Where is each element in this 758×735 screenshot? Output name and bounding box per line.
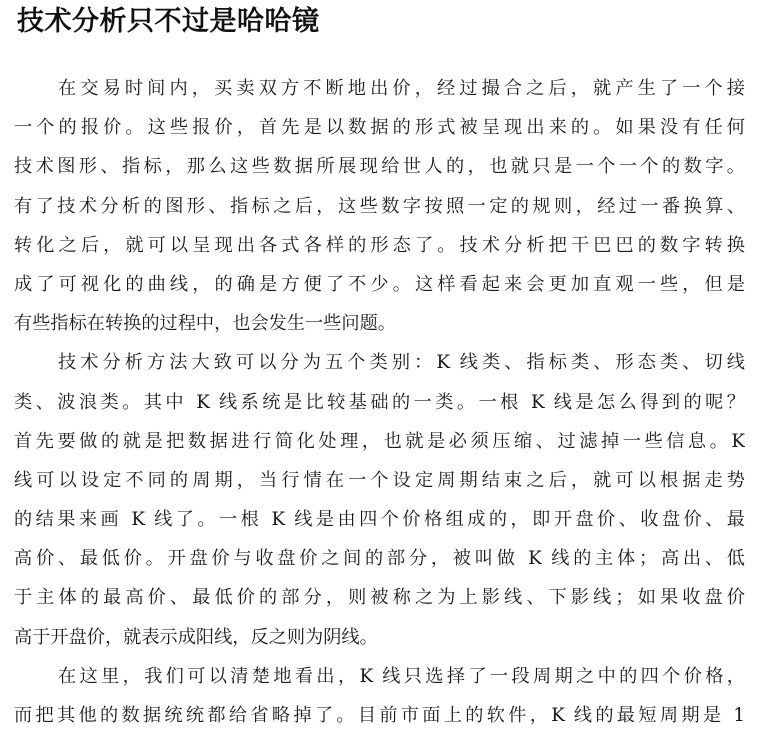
text-line: 在交易时间内，买卖双方不断地出价，经过撮合之后，就产生了一个接 (58, 78, 745, 99)
page-title: 技术分析只不过是哈哈镜 (17, 6, 320, 37)
text-line: 有些指标在转换的过程中，也会发生一些问题。 (14, 313, 396, 335)
body-text (14, 69, 745, 735)
text-line: 而把其他的数据统统都给省略掉了。目前市面上的软件，K 线的最短周期是 1 (14, 705, 745, 726)
text-line: 的结果来画 K 线了。一根 K 线是由四个价格组成的，即开盘价、收盘价、最 (14, 509, 745, 531)
text-line: 一个的报价。这些报价，首先是以数据的形式被呈现出来的。如果没有任何 (14, 117, 745, 139)
text-line: 类、波浪类。其中 K 线系统是比较基础的一类。一根 K 线是怎么得到的呢？ (14, 391, 745, 413)
text-line: 有了技术分析的图形、指标之后，这些数字按照一定的规则，经过一番换算、 (14, 195, 745, 217)
text-line: 技术分析方法大致可以分为五个类别：K 线类、指标类、形态类、切线 (58, 352, 745, 374)
text-line: 高于开盘价，就表示成阳线，反之则为阴线。 (14, 626, 378, 648)
text-line: 于主体的最高价、最低价的部分，则被称之为上影线、下影线；如果收盘价 (14, 587, 745, 609)
text-line: 在这里，我们可以清楚地看出，K 线只选择了一段周期之中的四个价格， (58, 665, 745, 687)
text-line: 转化之后，就可以呈现出各式各样的形态了。技术分析把干巴巴的数字转换 (14, 234, 745, 256)
text-line: 首先要做的就是把数据进行简化处理，也就是必须压缩、过滤掉一些信息。K (14, 430, 745, 452)
text-line: 线可以设定不同的周期，当行情在一个设定周期结束之后，就可以根据走势 (14, 469, 745, 491)
text-line: 成了可视化的曲线，的确是方便了不少。这样看起来会更加直观一些，但是 (14, 273, 745, 295)
text-line: 技术图形、指标，那么这些数据所展现给世人的，也就只是一个一个的数字。 (14, 156, 745, 178)
text-line: 高价、最低价。开盘价与收盘价之间的部分，被叫做 K 线的主体；高出、低 (14, 548, 745, 570)
